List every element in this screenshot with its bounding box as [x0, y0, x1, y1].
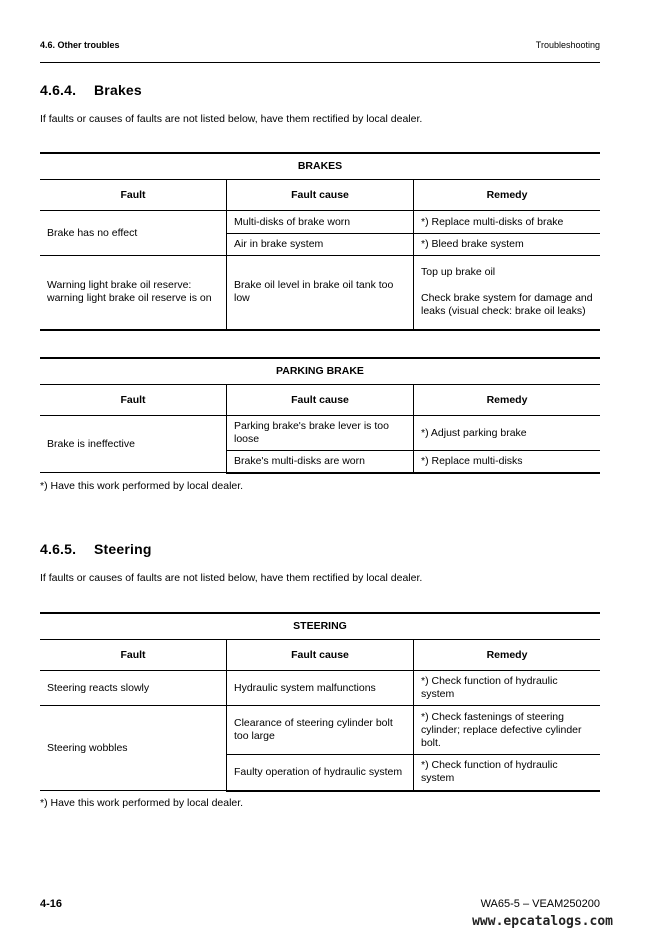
column-header-remedy: Remedy — [414, 385, 601, 416]
fault-cause-cell: Clearance of steering cylinder bolt too large — [227, 706, 414, 755]
table-row — [40, 256, 600, 330]
brakes-intro: If faults or causes of faults are not listed below, have them rectified by local dealer. — [40, 113, 423, 125]
header-divider — [40, 62, 600, 63]
column-header-fault: Fault — [40, 640, 227, 671]
steering-heading-title: Steering — [94, 541, 152, 557]
column-header-remedy: Remedy — [414, 640, 601, 671]
brakes-heading — [40, 82, 142, 98]
remedy-line: Top up brake oil — [421, 266, 496, 279]
remedy-cell: *) Replace multi-disks — [414, 451, 601, 473]
document-code: WA65-5 – VEAM250200 — [480, 898, 600, 910]
remedy-cell: *) Check function of hydraulic system — [414, 671, 601, 706]
fault-cell: Steering wobbles — [40, 706, 227, 791]
fault-cause-cell: Air in brake system — [227, 234, 414, 256]
steering-table — [40, 612, 600, 792]
column-header-fault: Fault — [40, 385, 227, 416]
fault-cell: Steering reacts slowly — [40, 671, 227, 706]
fault-cause-cell: Brake's multi-disks are worn — [227, 451, 414, 473]
parking-table-title: PARKING BRAKE — [40, 358, 600, 385]
remedy-cell: *) Check fastenings of steering cylinder; replace defective cylinder bolt. — [414, 706, 601, 755]
table-row — [40, 706, 600, 755]
fault-cell: Brake has no effect — [40, 211, 227, 256]
watermark: www.epcatalogs.com — [472, 914, 613, 929]
brakes-heading-number: 4.6.4. — [40, 82, 77, 98]
fault-cause-cell: Parking brake's brake lever is too loose — [227, 416, 414, 451]
fault-cause-cell: Multi-disks of brake worn — [227, 211, 414, 234]
table-row — [40, 416, 600, 451]
parking-brake-table — [40, 357, 600, 474]
table-row — [40, 211, 600, 234]
fault-cause-cell: Faulty operation of hydraulic system — [227, 755, 414, 791]
steering-intro: If faults or causes of faults are not listed below, have them rectified by local dealer. — [40, 572, 423, 584]
column-header-remedy: Remedy — [414, 180, 601, 211]
fault-cell: Brake is ineffective — [40, 416, 227, 473]
table-row — [40, 671, 600, 706]
steering-heading-number: 4.6.5. — [40, 541, 77, 557]
remedy-cell: *) Check function of hydraulic system — [414, 755, 601, 791]
brakes-table-title: BRAKES — [40, 153, 600, 180]
brakes-heading-title: Brakes — [94, 82, 142, 98]
column-header-fault-cause: Fault cause — [227, 385, 414, 416]
fault-cause-cell: Hydraulic system malfunctions — [227, 671, 414, 706]
header-chapter: Troubleshooting — [535, 40, 600, 50]
remedy-cell: *) Adjust parking brake — [414, 416, 601, 451]
column-header-fault-cause: Fault cause — [227, 640, 414, 671]
header-section: 4.6. Other troubles — [40, 40, 120, 50]
fault-cell: Warning light brake oil reserve: warning light brake oil reserve is on — [40, 256, 227, 330]
fault-cause-cell: Brake oil level in brake oil tank too low — [227, 256, 414, 330]
dealer-note: *) Have this work performed by local dealer. — [40, 797, 244, 809]
steering-table-title: STEERING — [40, 613, 600, 640]
remedy-line: Check brake system for damage and leaks (visual check: brake oil leaks) — [421, 292, 593, 318]
page-number: 4-16 — [40, 898, 63, 910]
column-header-fault: Fault — [40, 180, 227, 211]
brakes-table — [40, 152, 600, 331]
remedy-cell — [414, 256, 601, 330]
dealer-note: *) Have this work performed by local dealer. — [40, 480, 244, 492]
remedy-cell: *) Replace multi-disks of brake — [414, 211, 601, 234]
remedy-cell: *) Bleed brake system — [414, 234, 601, 256]
steering-heading — [40, 541, 152, 557]
column-header-fault-cause: Fault cause — [227, 180, 414, 211]
